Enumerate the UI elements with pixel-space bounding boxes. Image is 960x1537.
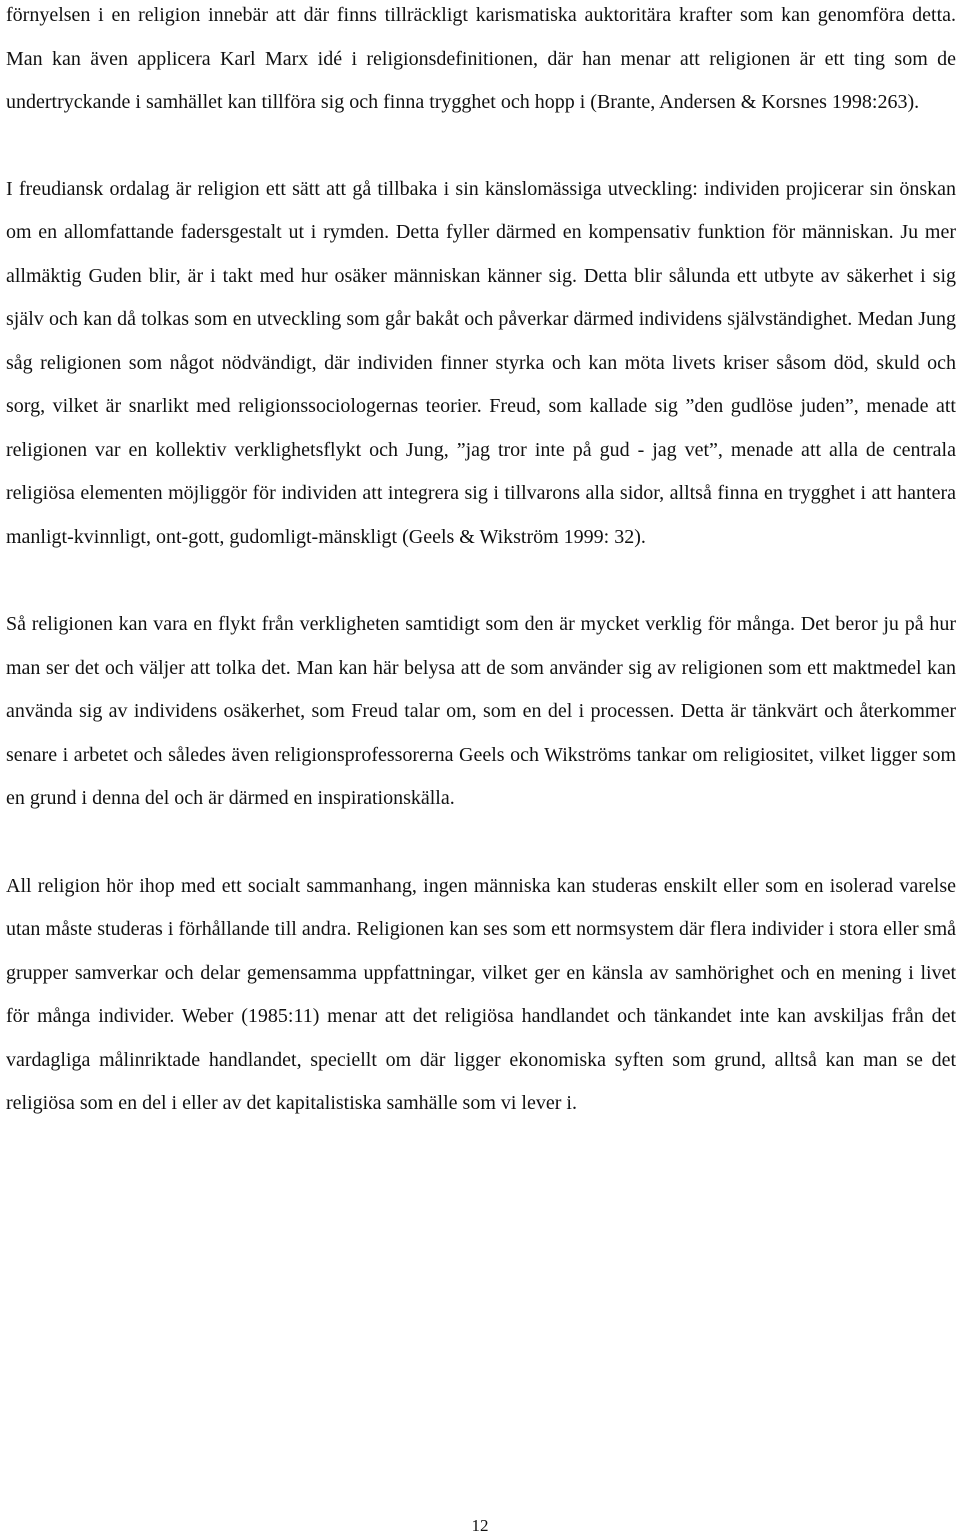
paragraph-4: All religion hör ihop med ett socialt sammanhang, ingen människa kan studeras enskilt eller som en isolerad varelse utan måste studeras i förhållande till andra. Religionen kan ses som ett normsystem där flera individer i stora eller små grupper samverkar och delar gemensamma uppfattningar, vilket ger en känsla av samhörighet och en mening i livet för många individer. Weber (1985:11) menar att det religiösa handlandet och tänkandet inte kan avskiljas från det vardagliga målinriktade handlandet, speciellt om där ligger ekonomiska syften som grund, alltså kan man se det religiösa som en del i eller av det kapitalistiska samhälle som vi lever i. (6, 874, 956, 1114)
paragraph-1: förnyelsen i en religion innebär att där finns tillräckligt karismatiska auktoritära krafter som kan genomföra detta. Man kan även applicera Karl Marx idé i religionsdefinitionen, där han menar att religionen är ett ting som de undertryckande i samhället kan tillföra sig och finna trygghet och hopp i (Brante, Andersen & Korsnes 1998:263). (6, 4, 956, 113)
page-number: 12 (471, 1516, 489, 1535)
paragraph-2: I freudiansk ordalag är religion ett sätt att gå tillbaka i sin känslomässiga utveckling: individen projicerar sin önskan om en allomfattande fadersgestalt ut i rymden. Detta fyller därmed en kompensativ funktion för människan. Ju mer allmäktig Guden blir, är i takt med hur osäker människan känner sig. Detta blir sålunda ett utbyte av säkerhet i sig själv och kan då tolkas som en utveckling som går bakåt och påverkar därmed individens självständighet. Medan Jung såg religionen som något nödvändigt, där individen finner styrka och kan möta livets kriser såsom död, skuld och sorg, vilket är snarlikt med religionssociologernas teorier. Freud, som kallade sig ”den gudlöse juden”, menade att religionen var en kollektiv verklighetsflykt och Jung, ”jag tror inte på gud - jag vet”, menade att alla de centrala religiösa elementen möjliggör för individen att integrera sig i tillvarons alla sidor, alltså finna en trygghet i att hantera manligt-kvinnligt, ont-gott, gudomligt-mänskligt (Geels & Wikström 1999: 32). (6, 177, 956, 548)
paragraph-3: Så religionen kan vara en flykt från verkligheten samtidigt som den är mycket verklig för många. Det beror ju på hur man ser det och väljer att tolka det. Man kan här belysa att de som använder sig av religionen som ett maktmedel kan använda sig av individens osäkerhet, som Freud talar om, som en del i processen. Detta är tänkvärt och återkommer senare i arbetet och således även religionsprofessorerna Geels och Wikströms tankar om religiositet, vilket ligger som en grund i denna del och är därmed en inspirationskälla. (6, 613, 956, 809)
document-page (6, 0, 956, 1126)
